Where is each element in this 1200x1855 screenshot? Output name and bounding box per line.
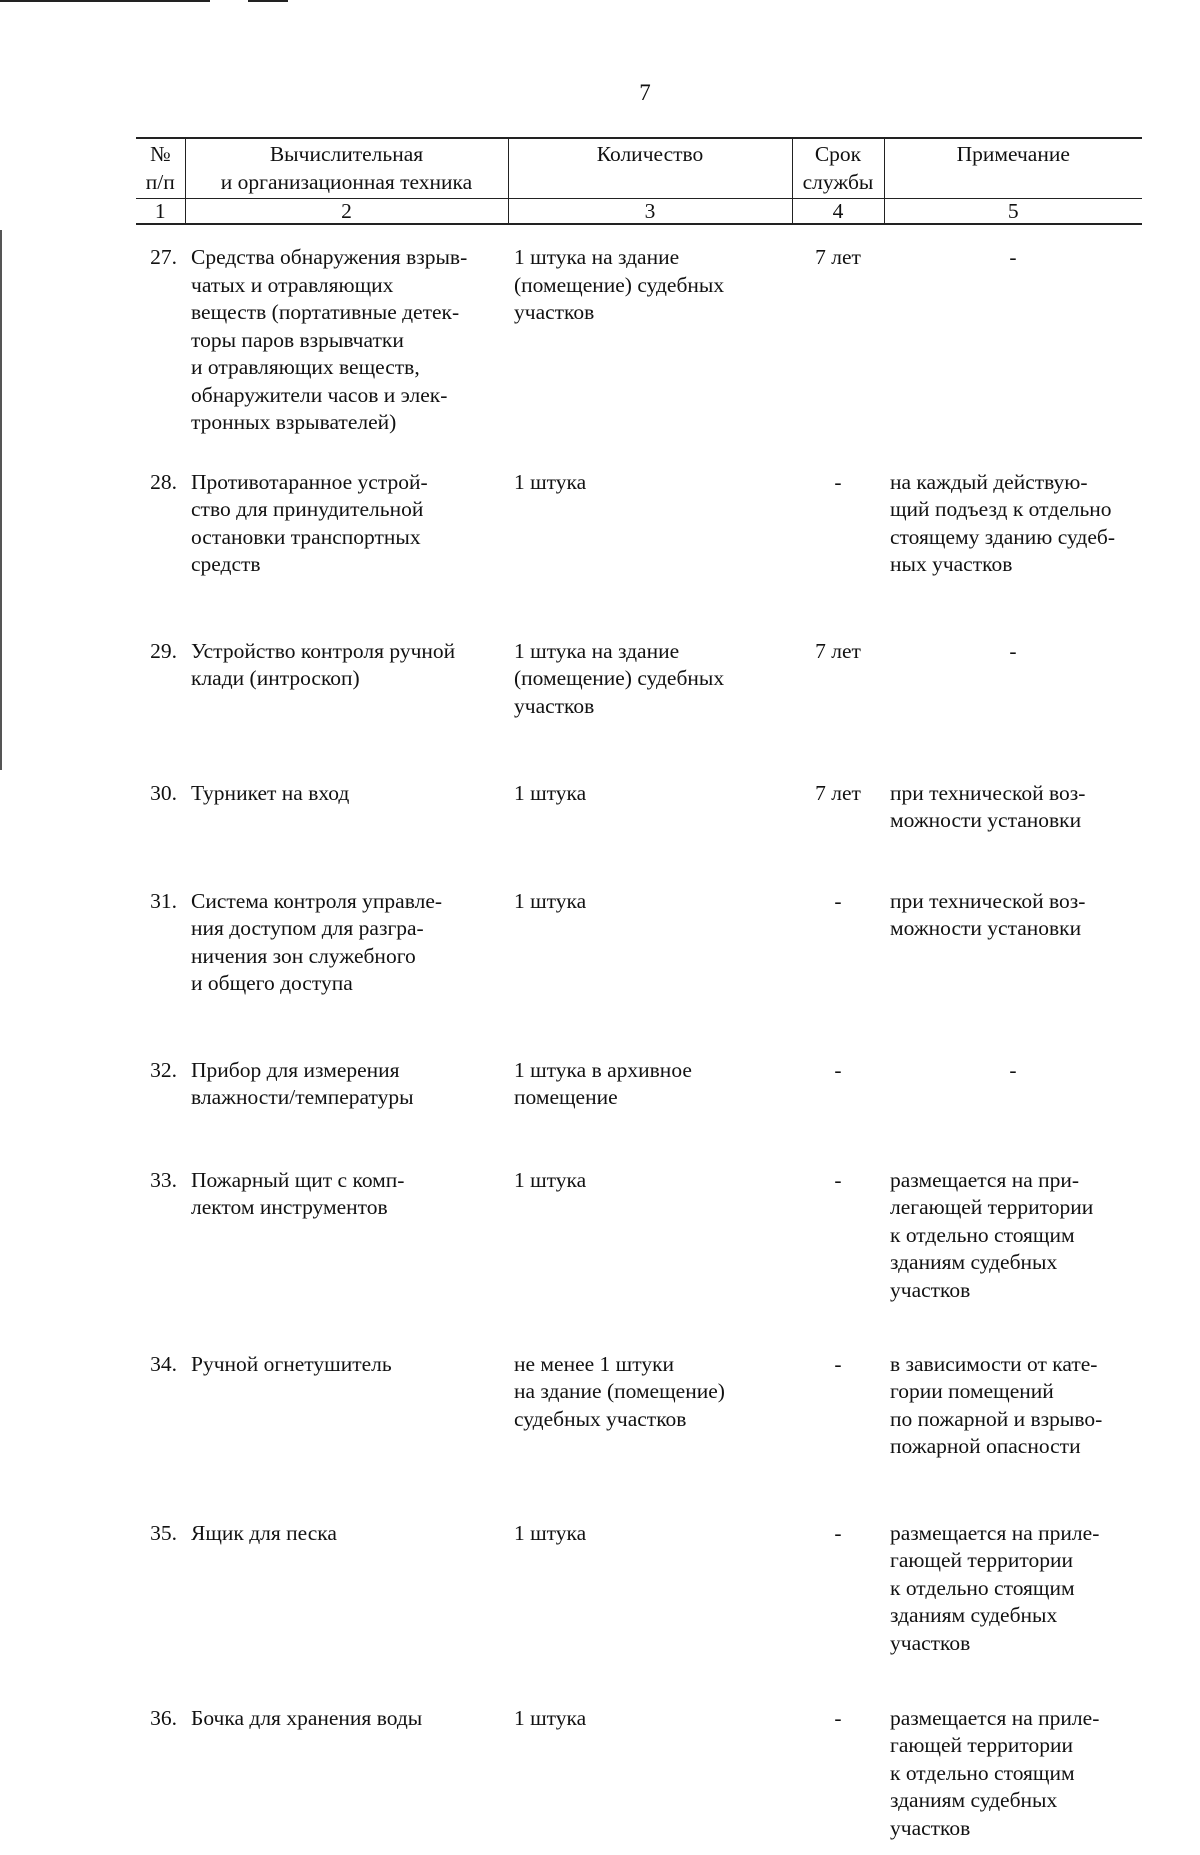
row-quantity: 1 штука на здание (помещение) судебных участков [514,245,725,324]
row-name: Ручной огнетушитель [191,1351,392,1376]
row-note: - [1009,1057,1017,1082]
row-note: - [1009,638,1017,663]
row-name: Прибор для измерения влажности/температуры [191,1057,414,1109]
table-row [136,1319,1142,1488]
table-row [136,748,1142,856]
table-row [136,1135,1142,1319]
column-number-row [136,199,1142,225]
row-number: 35. [150,1520,177,1545]
row-name: Устройство контроля ручной клади (интроскоп) [191,638,456,690]
scan-artifact-top-line [0,0,210,2]
header-num: № п/п [136,138,185,199]
row-quantity: 1 штука на здание (помещение) судебных участков [514,638,725,718]
row-number: 28. [150,469,177,494]
row-number: 31. [150,888,177,913]
row-note: в зависимости от кате- гории помещений по пожарной и взрыво- пожарной опасности [890,1351,1103,1458]
row-quantity: 1 штука [514,1520,587,1545]
table-row [136,856,1142,1025]
table-row [136,1673,1142,1855]
row-note: при технической воз- можности установки [890,888,1086,940]
table-row [136,1488,1142,1673]
row-name: Ящик для песка [191,1520,337,1545]
row-service-life: 7 лет [815,245,861,269]
header-note: Примечание [884,138,1142,199]
row-number: 29. [150,638,177,663]
scan-artifact-top-line-short [248,0,288,2]
header-term: Срок службы [792,138,884,199]
row-quantity: 1 штука [514,469,587,494]
row-name: Противотаранное устрой- ство для принудительной остановки транспортных средств [191,469,428,576]
row-number: 33. [150,1167,177,1192]
row-note: размещается на приле- гающей территории к отдельно стоящим зданиям судебных участков [890,1520,1100,1655]
row-service-life: 7 лет [815,780,861,805]
row-service-life: 7 лет [815,638,861,663]
page-number: 7 [639,80,651,105]
table-row [136,1025,1142,1135]
row-quantity: 1 штука [514,888,587,913]
row-service-life: - [834,1705,842,1730]
row-name: Бочка для хранения воды [191,1705,423,1730]
column-number: 1 [136,199,185,225]
row-service-life: - [834,1520,842,1545]
row-number: 36. [150,1705,177,1730]
row-note: размещается на при- легающей территории к отдельно стоящим зданиям судебных участков [890,1167,1094,1302]
row-quantity: 1 штука [514,1167,587,1192]
row-note: при технической воз- можности установки [890,780,1086,832]
header-qty: Количество [508,138,792,199]
row-service-life: - [834,1057,842,1082]
table-header-row [136,138,1142,199]
row-service-life: - [834,1351,842,1376]
row-name: Система контроля управле- ния доступом для разгра- ничения зон служебного и общего доступа [191,888,443,995]
row-quantity: 1 штука [514,1705,587,1730]
column-number: 2 [185,199,508,225]
row-number: 32. [150,1057,177,1082]
equipment-table [136,137,1142,1855]
row-number: 27. [150,245,177,269]
row-name: Турникет на вход [191,780,350,805]
row-service-life: - [834,1167,842,1192]
row-name: Средства обнаружения взрыв- чатых и отравляющих веществ (портативные детек- торы паров взрывчатки и отравляющих веществ, обнаружители часов и элек- тронных взрывателей) [191,245,468,434]
row-quantity: 1 штука в архивное помещение [514,1057,692,1109]
row-name: Пожарный щит с комп- лектом инструментов [191,1167,405,1219]
scan-artifact-left-edge [0,230,2,770]
table-row [136,437,1142,606]
row-number: 30. [150,780,177,805]
row-note: размещается на приле- гающей территории к отдельно стоящим зданиям судебных участков [890,1705,1100,1840]
header-name: Вычислительная и организационная техника [185,138,508,199]
row-service-life: - [834,469,842,494]
row-service-life: - [834,888,842,913]
row-note: - [1009,245,1017,269]
row-number: 34. [150,1351,177,1376]
row-note: на каждый действую- щий подъезд к отдельно стоящему зданию судеб- ных участков [890,469,1115,576]
table-row [136,224,1142,437]
column-number: 4 [792,199,884,225]
row-quantity: 1 штука [514,780,587,805]
column-number: 5 [884,199,1142,225]
row-quantity: не менее 1 штуки на здание (помещение) судебных участков [514,1351,725,1431]
table-row [136,606,1142,748]
column-number: 3 [508,199,792,225]
